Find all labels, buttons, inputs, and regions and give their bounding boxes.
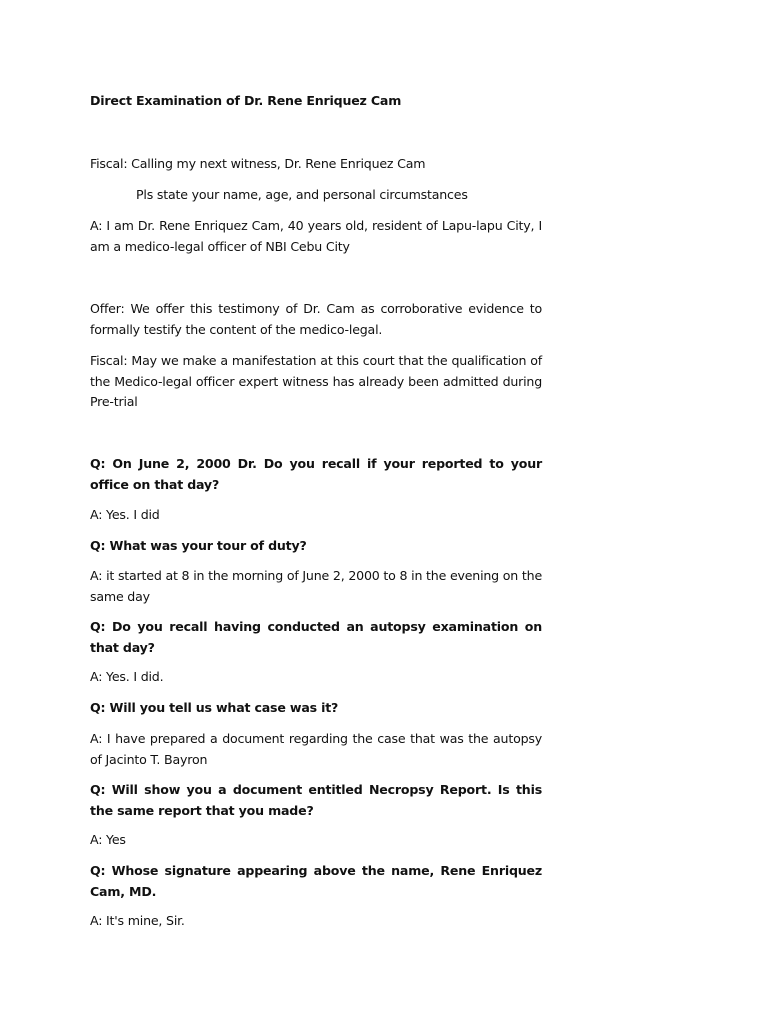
paragraph-manifestation: Fiscal: May we make a manifestation at this court that the qualification of the Medico-legal officer expert witness has already been admitted during Pre-trial: [90, 353, 542, 409]
answer-yes-i-did: A: Yes. I did: [90, 507, 160, 522]
paragraph-offer: Offer: We offer this testimony of Dr. Cam as corroborative evidence to formally testify the content of the medico-legal.: [90, 301, 542, 337]
document-title: Direct Examination of Dr. Rene Enriquez Cam: [90, 93, 402, 108]
question-june-2: Q: On June 2, 2000 Dr. Do you recall if your reported to your office on that day?: [90, 456, 542, 492]
answer-necropsy-report: A: Yes: [90, 832, 126, 847]
answer-what-case: A: I have prepared a document regarding the case that was the autopsy of Jacinto T. Bayron: [90, 731, 542, 767]
question-necropsy-report: Q: Will show you a document entitled Necropsy Report. Is this the same report that you made?: [90, 782, 542, 818]
answer-signature: A: It's mine, Sir.: [90, 913, 185, 928]
paragraph-fiscal-call: Fiscal: Calling my next witness, Dr. Rene Enriquez Cam: [90, 156, 426, 171]
question-autopsy: Q: Do you recall having conducted an autopsy examination on that day?: [90, 619, 542, 655]
question-tour-of-duty: Q: What was your tour of duty?: [90, 538, 307, 553]
question-signature: Q: Whose signature appearing above the name, Rene Enriquez Cam, MD.: [90, 863, 542, 899]
answer-autopsy: A: Yes. I did.: [90, 669, 164, 684]
paragraph-witness-intro: A: I am Dr. Rene Enriquez Cam, 40 years old, resident of Lapu-lapu City, I am a medico-legal officer of NBI Cebu City: [90, 218, 542, 254]
question-what-case: Q: Will you tell us what case was it?: [90, 700, 339, 715]
paragraph-state-name: Pls state your name, age, and personal circumstances: [136, 187, 468, 202]
answer-tour-of-duty: A: it started at 8 in the morning of June 2, 2000 to 8 in the evening on the same day: [90, 568, 542, 604]
